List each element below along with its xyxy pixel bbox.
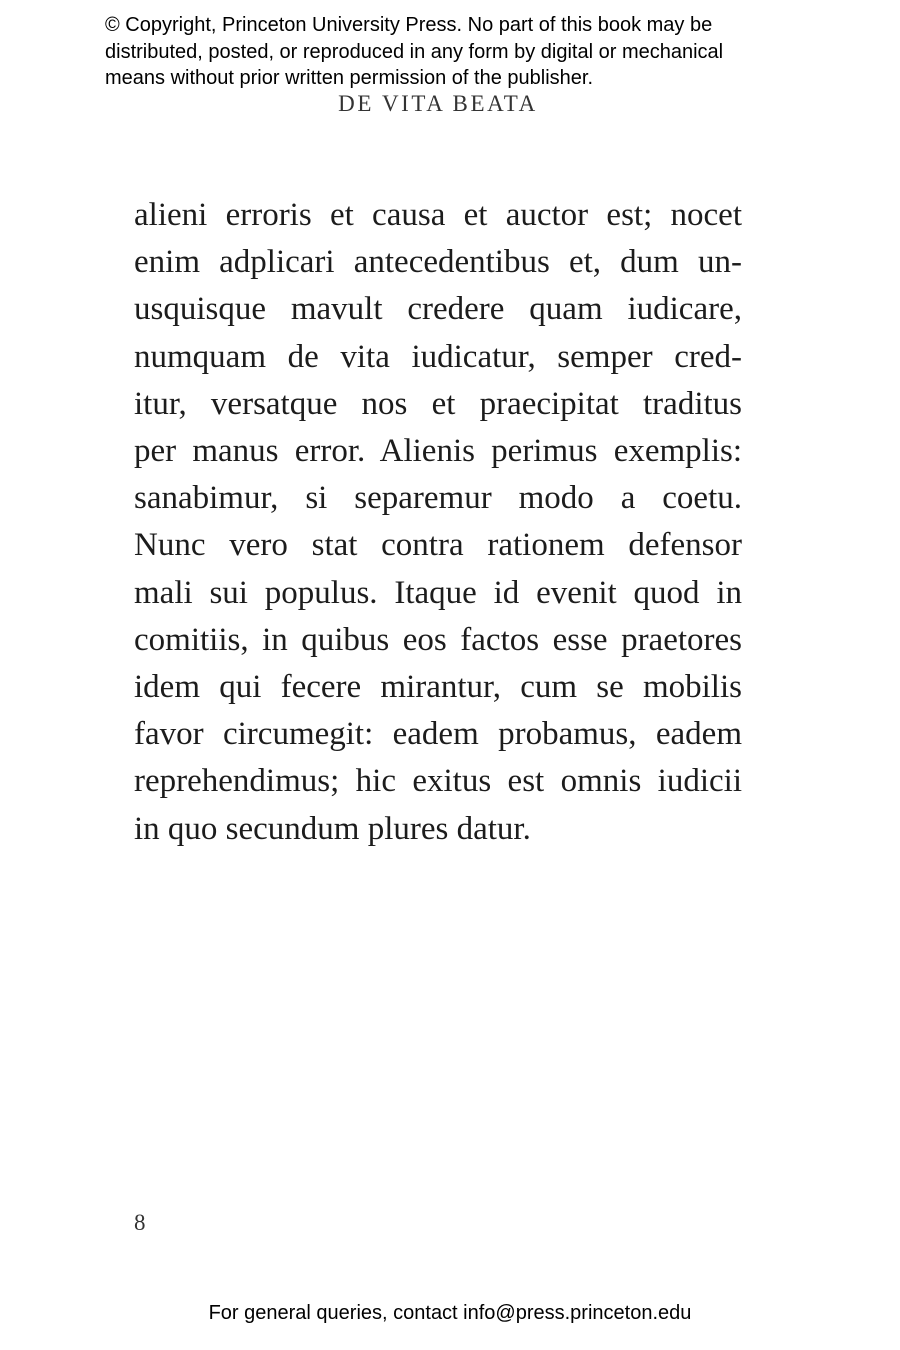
page-number: 8 (134, 1210, 146, 1235)
text-line: idem qui fecere mirantur, cum se mobilis (134, 669, 742, 706)
copyright-line: © Copyright, Princeton University Press. No part of this book may be (105, 14, 713, 36)
copyright-line: means without prior written permission of the publisher. (105, 67, 594, 89)
copyright-notice (105, 12, 825, 92)
text-line: in quo secundum plures datur. (134, 810, 531, 847)
text-line: reprehendimus; hic exitus est omnis iudicii (134, 763, 742, 800)
text-line: alieni erroris et causa et auctor est; nocet (134, 197, 742, 233)
footer-contact: For general queries, contact info@press.princeton.edu (208, 1302, 692, 1324)
text-line: per manus error. Alienis perimus exemplis: (134, 433, 742, 470)
text-line: usquisque mavult credere quam iudicare, (134, 291, 742, 328)
body-text (134, 192, 742, 853)
text-line: itur, versatque nos et praecipitat traditus (134, 385, 742, 422)
text-line: comitiis, in quibus eos factos esse praetores (134, 621, 742, 658)
copyright-line: distributed, posted, or reproduced in any form by digital or mechanical (105, 40, 724, 63)
text-line: numquam de vita iudicatur, semper cred- (134, 338, 742, 375)
text-line: sanabimur, si separemur modo a coetu. (134, 480, 742, 517)
text-line: Nunc vero stat contra rationem defensor (134, 527, 742, 564)
text-line: favor circumegit: eadem probamus, eadem (134, 716, 742, 753)
text-line: mali sui populus. Itaque id evenit quod in (134, 574, 742, 611)
running-head: DE VITA BEATA (338, 91, 538, 116)
text-line: enim adplicari antecedentibus et, dum un- (134, 244, 742, 281)
